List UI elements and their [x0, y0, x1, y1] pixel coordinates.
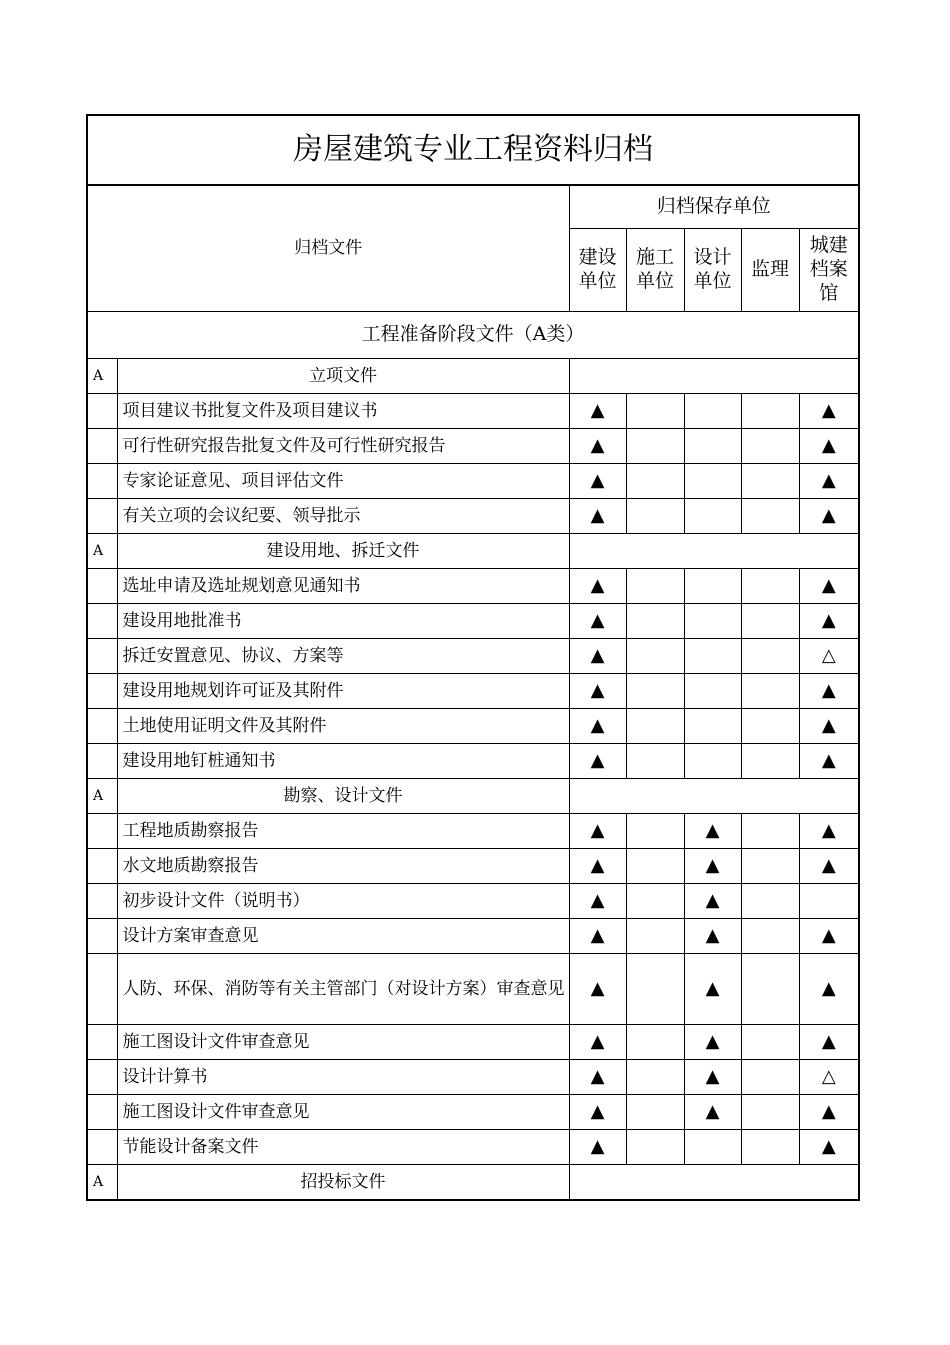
group-name: 招投标文件	[117, 1165, 569, 1201]
row-label: 项目建议书批复文件及项目建议书	[117, 394, 569, 429]
table-row	[87, 604, 859, 639]
group-units-blank	[569, 534, 859, 569]
table-row	[87, 919, 859, 954]
archive-mark-2	[684, 744, 741, 779]
archive-mark-0: ▲	[569, 604, 626, 639]
row-code-blank	[87, 639, 117, 674]
row-label: 设计方案审查意见	[117, 919, 569, 954]
archive-mark-0: ▲	[569, 499, 626, 534]
row-code-blank	[87, 674, 117, 709]
archive-mark-4: ▲	[799, 1025, 859, 1060]
document-title: 房屋建筑专业工程资料归档	[87, 115, 859, 185]
archive-mark-1	[626, 849, 684, 884]
archive-mark-1	[626, 674, 684, 709]
archive-mark-3	[741, 674, 799, 709]
archive-mark-4	[799, 884, 859, 919]
table-row	[87, 429, 859, 464]
archive-mark-1	[626, 744, 684, 779]
row-label: 土地使用证明文件及其附件	[117, 709, 569, 744]
row-label: 设计计算书	[117, 1060, 569, 1095]
archive-mark-2: ▲	[684, 884, 741, 919]
archive-mark-4: ▲	[799, 674, 859, 709]
archive-mark-3	[741, 919, 799, 954]
archive-mark-2	[684, 464, 741, 499]
row-label: 有关立项的会议纪要、领导批示	[117, 499, 569, 534]
archive-mark-4: ▲	[799, 954, 859, 1025]
archive-mark-0: ▲	[569, 1025, 626, 1060]
table-row	[87, 394, 859, 429]
row-code-blank	[87, 499, 117, 534]
archive-mark-4: ▲	[799, 709, 859, 744]
row-label: 建设用地钉桩通知书	[117, 744, 569, 779]
group-name: 立项文件	[117, 359, 569, 394]
archive-mark-0: ▲	[569, 884, 626, 919]
row-code-blank	[87, 884, 117, 919]
table-row	[87, 1025, 859, 1060]
archive-mark-0: ▲	[569, 814, 626, 849]
archive-mark-2: ▲	[684, 919, 741, 954]
archive-mark-1	[626, 814, 684, 849]
row-code-blank	[87, 1095, 117, 1130]
row-code-blank	[87, 429, 117, 464]
archive-mark-4: ▲	[799, 849, 859, 884]
archive-mark-4: ▲	[799, 464, 859, 499]
archive-mark-1	[626, 709, 684, 744]
row-label: 水文地质勘察报告	[117, 849, 569, 884]
archive-mark-3	[741, 429, 799, 464]
group-code: A	[87, 534, 117, 569]
archive-mark-4: ▲	[799, 569, 859, 604]
archive-mark-4: △	[799, 1060, 859, 1095]
archive-mark-2: ▲	[684, 1060, 741, 1095]
archive-mark-2	[684, 499, 741, 534]
header-unit-2: 设计 单位	[684, 229, 741, 312]
archive-mark-2: ▲	[684, 814, 741, 849]
archive-mark-0: ▲	[569, 394, 626, 429]
archive-mark-1	[626, 604, 684, 639]
archive-mark-3	[741, 604, 799, 639]
group-header-row	[87, 779, 859, 814]
archive-mark-0: ▲	[569, 954, 626, 1025]
header-unit-0: 建设 单位	[569, 229, 626, 312]
archive-mark-3	[741, 884, 799, 919]
table-row	[87, 569, 859, 604]
row-label: 工程地质勘察报告	[117, 814, 569, 849]
table-row	[87, 849, 859, 884]
group-header-row	[87, 359, 859, 394]
archive-mark-0: ▲	[569, 464, 626, 499]
header-units-group: 归档保存单位	[569, 185, 859, 229]
row-code-blank	[87, 849, 117, 884]
table-row	[87, 499, 859, 534]
archive-mark-0: ▲	[569, 849, 626, 884]
archive-mark-2	[684, 569, 741, 604]
row-code-blank	[87, 744, 117, 779]
archive-mark-2	[684, 674, 741, 709]
archive-mark-3	[741, 639, 799, 674]
row-code-blank	[87, 814, 117, 849]
archive-mark-0: ▲	[569, 1060, 626, 1095]
archive-mark-0: ▲	[569, 744, 626, 779]
archive-table	[86, 114, 860, 1201]
archive-mark-3	[741, 394, 799, 429]
row-code-blank	[87, 954, 117, 1025]
archive-mark-2	[684, 604, 741, 639]
archive-mark-3	[741, 1025, 799, 1060]
header-unit-3: 监理	[741, 229, 799, 312]
archive-mark-3	[741, 569, 799, 604]
group-header-row	[87, 534, 859, 569]
archive-mark-3	[741, 849, 799, 884]
row-code-blank	[87, 709, 117, 744]
row-code-blank	[87, 569, 117, 604]
table-row	[87, 464, 859, 499]
row-label: 人防、环保、消防等有关主管部门（对设计方案）审查意见	[117, 954, 569, 1025]
row-label: 建设用地规划许可证及其附件	[117, 674, 569, 709]
row-label: 施工图设计文件审查意见	[117, 1095, 569, 1130]
archive-mark-0: ▲	[569, 1095, 626, 1130]
row-code-blank	[87, 464, 117, 499]
archive-mark-0: ▲	[569, 709, 626, 744]
archive-mark-4: ▲	[799, 744, 859, 779]
table-row	[87, 1130, 859, 1165]
archive-mark-1	[626, 639, 684, 674]
row-label: 可行性研究报告批复文件及可行性研究报告	[117, 429, 569, 464]
table-row	[87, 954, 859, 1025]
archive-mark-3	[741, 814, 799, 849]
archive-mark-1	[626, 919, 684, 954]
archive-mark-1	[626, 394, 684, 429]
group-header-row	[87, 1165, 859, 1201]
archive-mark-2: ▲	[684, 1095, 741, 1130]
archive-mark-1	[626, 1130, 684, 1165]
row-code-blank	[87, 394, 117, 429]
row-code-blank	[87, 919, 117, 954]
archive-mark-2: ▲	[684, 849, 741, 884]
archive-mark-3	[741, 1130, 799, 1165]
group-code: A	[87, 779, 117, 814]
archive-mark-4: ▲	[799, 919, 859, 954]
archive-mark-1	[626, 954, 684, 1025]
archive-mark-0: ▲	[569, 639, 626, 674]
archive-mark-2	[684, 1130, 741, 1165]
group-code: A	[87, 1165, 117, 1201]
group-name: 建设用地、拆迁文件	[117, 534, 569, 569]
group-name: 勘察、设计文件	[117, 779, 569, 814]
row-code-blank	[87, 1130, 117, 1165]
archive-mark-3	[741, 464, 799, 499]
archive-mark-2	[684, 429, 741, 464]
archive-mark-2	[684, 394, 741, 429]
archive-mark-3	[741, 1095, 799, 1130]
archive-mark-1	[626, 499, 684, 534]
archive-sheet	[86, 114, 858, 1201]
archive-mark-1	[626, 1025, 684, 1060]
archive-mark-1	[626, 884, 684, 919]
group-units-blank	[569, 359, 859, 394]
table-row	[87, 1060, 859, 1095]
table-row	[87, 674, 859, 709]
row-code-blank	[87, 1060, 117, 1095]
archive-mark-2: ▲	[684, 1025, 741, 1060]
archive-mark-4: ▲	[799, 604, 859, 639]
archive-mark-0: ▲	[569, 429, 626, 464]
row-label: 专家论证意见、项目评估文件	[117, 464, 569, 499]
archive-mark-0: ▲	[569, 1130, 626, 1165]
archive-mark-4: ▲	[799, 429, 859, 464]
row-label: 节能设计备案文件	[117, 1130, 569, 1165]
archive-mark-2: ▲	[684, 954, 741, 1025]
table-row	[87, 639, 859, 674]
group-units-blank	[569, 1165, 859, 1201]
archive-mark-1	[626, 464, 684, 499]
archive-mark-4: ▲	[799, 814, 859, 849]
group-code: A	[87, 359, 117, 394]
archive-mark-3	[741, 709, 799, 744]
archive-mark-1	[626, 1060, 684, 1095]
archive-mark-2	[684, 709, 741, 744]
table-row	[87, 709, 859, 744]
row-label: 初步设计文件（说明书）	[117, 884, 569, 919]
table-row	[87, 744, 859, 779]
archive-mark-3	[741, 499, 799, 534]
table-row	[87, 884, 859, 919]
archive-mark-3	[741, 1060, 799, 1095]
archive-mark-1	[626, 429, 684, 464]
table-row	[87, 1095, 859, 1130]
archive-mark-4: ▲	[799, 1095, 859, 1130]
section-title-a: 工程准备阶段文件（A类）	[87, 312, 859, 359]
archive-mark-4: ▲	[799, 1130, 859, 1165]
archive-mark-0: ▲	[569, 569, 626, 604]
archive-mark-1	[626, 569, 684, 604]
row-label: 建设用地批准书	[117, 604, 569, 639]
archive-mark-4: ▲	[799, 499, 859, 534]
archive-mark-0: ▲	[569, 674, 626, 709]
row-label: 施工图设计文件审查意见	[117, 1025, 569, 1060]
archive-mark-2	[684, 639, 741, 674]
archive-mark-3	[741, 744, 799, 779]
header-unit-4: 城建 档案 馆	[799, 229, 859, 312]
archive-mark-4: ▲	[799, 394, 859, 429]
archive-mark-4: △	[799, 639, 859, 674]
header-file-column: 归档文件	[87, 185, 569, 312]
row-label: 选址申请及选址规划意见通知书	[117, 569, 569, 604]
archive-mark-1	[626, 1095, 684, 1130]
row-label: 拆迁安置意见、协议、方案等	[117, 639, 569, 674]
table-row	[87, 814, 859, 849]
archive-mark-0: ▲	[569, 919, 626, 954]
row-code-blank	[87, 604, 117, 639]
group-units-blank	[569, 779, 859, 814]
header-unit-1: 施工 单位	[626, 229, 684, 312]
row-code-blank	[87, 1025, 117, 1060]
archive-mark-3	[741, 954, 799, 1025]
